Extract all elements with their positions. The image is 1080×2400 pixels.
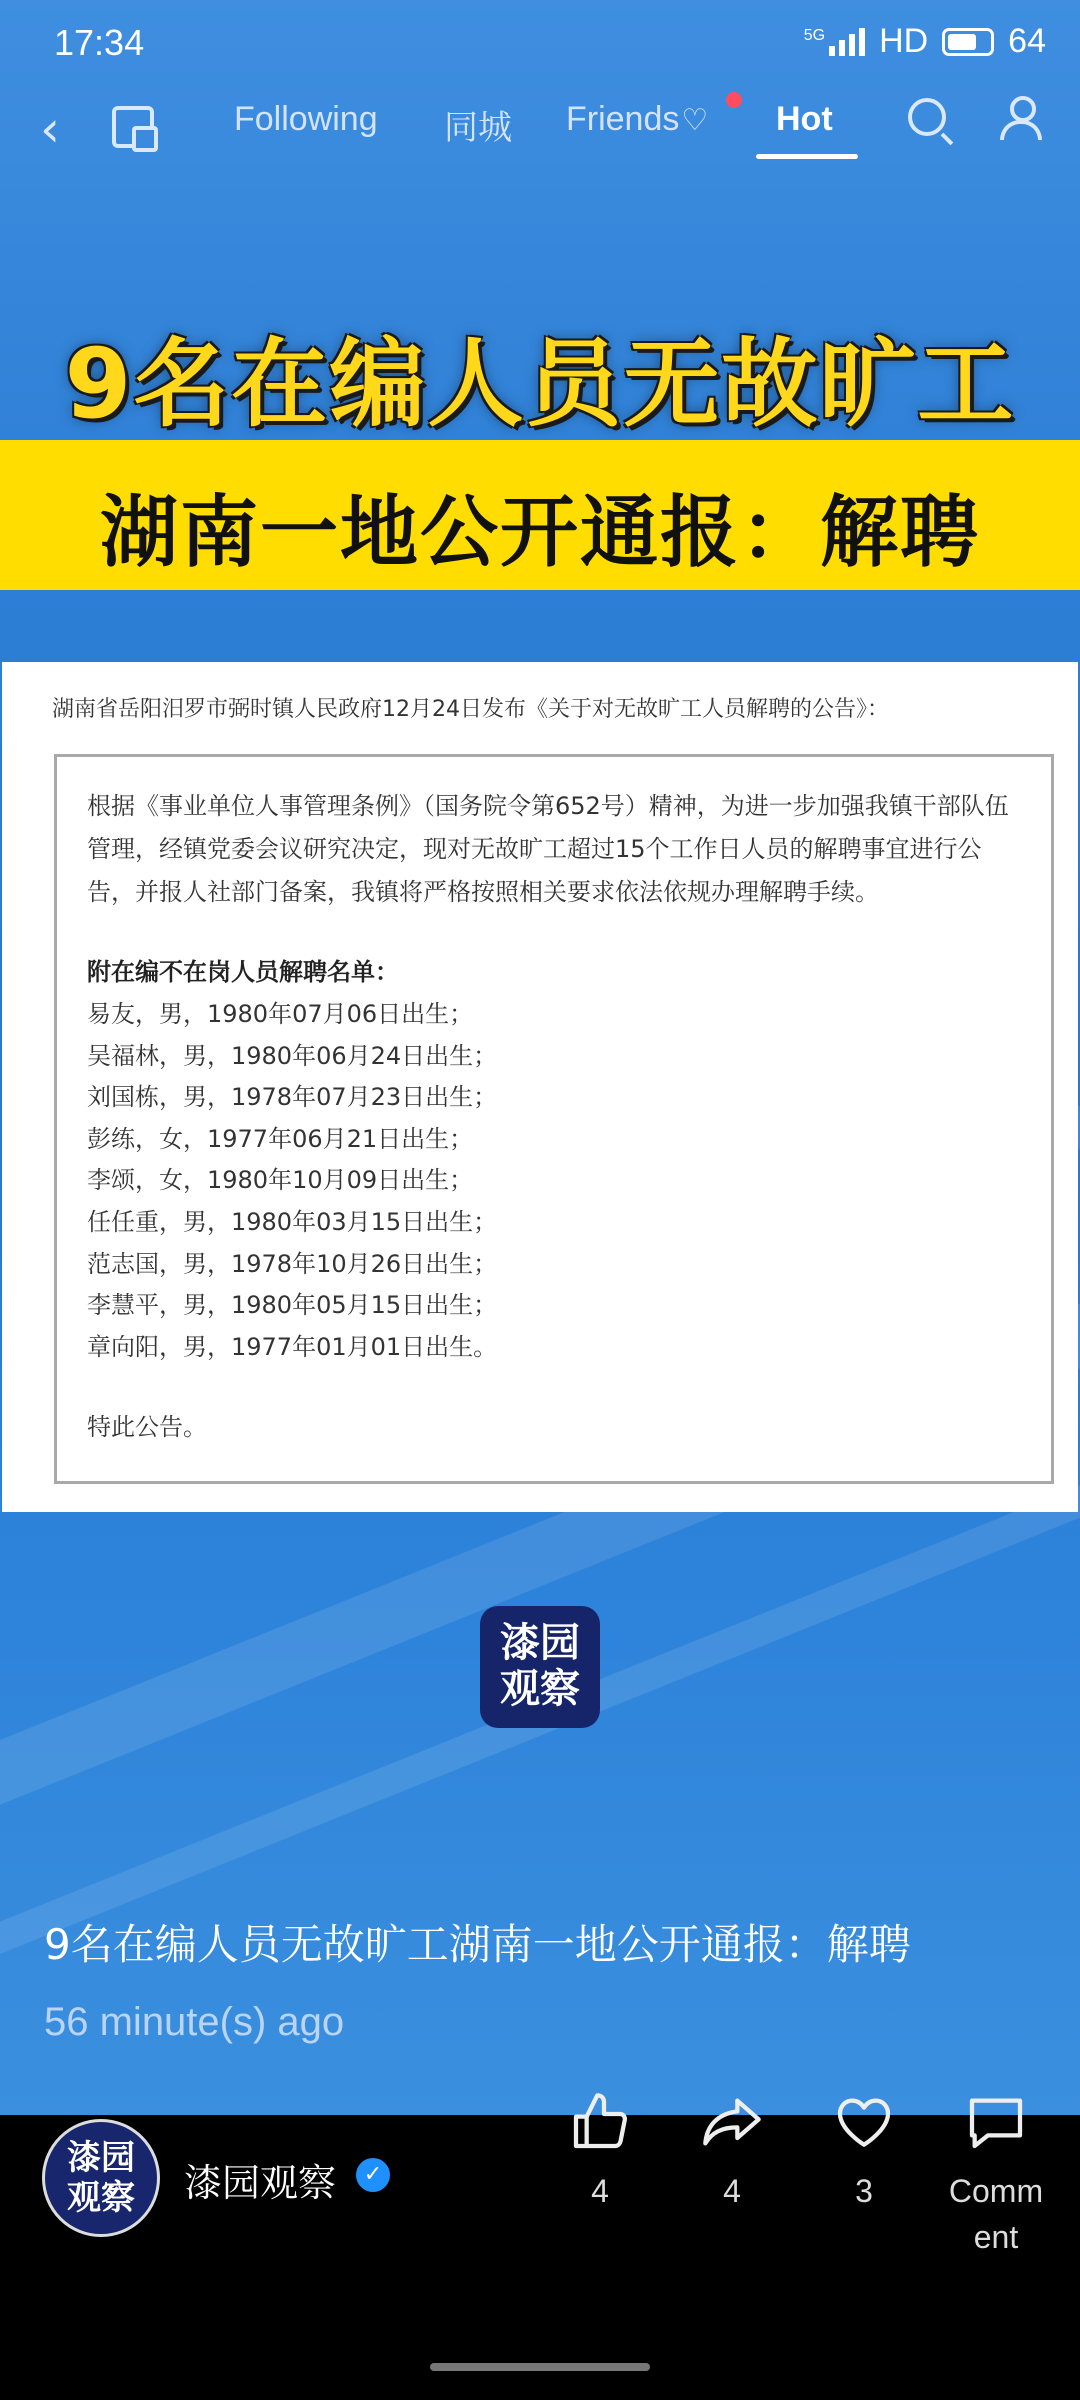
share-count: 4 [723, 2173, 741, 2209]
list-item: 易友，男，1980年07月06日出生； [87, 1000, 474, 1028]
comment-bubble-icon [964, 2090, 1028, 2154]
list-item: 吴福林，男，1980年06月24日出生； [87, 1041, 498, 1070]
search-icon[interactable] [908, 98, 946, 136]
home-indicator[interactable] [430, 2363, 650, 2371]
tab-hot[interactable]: Hot [776, 100, 833, 138]
comment-label: Comm ent [948, 2173, 1044, 2255]
list-item: 任任重，男，1980年03月15日出生； [87, 1207, 498, 1236]
announcement-document [2, 662, 1078, 1512]
active-tab-indicator [756, 154, 858, 159]
heart-outline-icon: ♡ [681, 104, 709, 137]
channel-logo [480, 1606, 600, 1728]
document-intro: 湖南省岳阳汨罗市弼时镇人民政府12月24日发布《关于对无故旷工人员解聘的公告》： [52, 697, 889, 722]
network-label: 5G [803, 26, 826, 44]
tab-local[interactable]: 同城 [444, 109, 512, 147]
list-heading: 附在编不在岗人员解聘名单： [87, 958, 399, 986]
avatar-line-1: 漆园 [67, 2138, 135, 2178]
avatar-line-2: 观察 [67, 2178, 135, 2218]
signal-icon [829, 28, 865, 56]
tab-friends[interactable] [566, 100, 708, 139]
list-item: 刘国栋，男，1978年07月23日出生； [87, 1083, 498, 1112]
list-item: 章向阳，男，1977年01月01日出生。 [87, 1332, 498, 1361]
dismissal-list [87, 994, 497, 1368]
profile-icon[interactable] [1000, 96, 1040, 142]
status-bar [0, 18, 1080, 74]
document-paragraph: 根据《事业单位人事管理条例》（国务院令第652号）精神，为进一步加强我镇干部队伍管理，经镇党委会议研究决定，现对无故旷工超过15个工作日人员的解聘事宜进行公告，并报人社部门备案，我镇将严格按照相关要求依法依规办理解聘手续。 [87, 792, 1009, 906]
like-count: 4 [591, 2173, 609, 2209]
notification-dot [726, 92, 742, 108]
status-time: 17:34 [54, 22, 145, 63]
document-box [54, 754, 1054, 1484]
thumbs-up-icon [568, 2090, 632, 2154]
battery-icon [942, 28, 994, 56]
favorite-count: 3 [855, 2173, 873, 2209]
video-headline-top: 9名在编人员无故旷工 [64, 328, 1016, 440]
logo-line-2: 观察 [500, 1666, 580, 1712]
hd-label: HD [879, 22, 929, 60]
list-item: 李慧平，男，1980年05月15日出生； [87, 1291, 498, 1320]
tab-friends-label: Friends [566, 100, 680, 138]
post-time: 56 minute(s) ago [44, 2000, 345, 2044]
back-arrow-icon[interactable]: ‹ [40, 100, 60, 158]
author-name[interactable]: 漆园观察 [184, 2161, 337, 2205]
battery-level: 64 [1008, 22, 1046, 60]
list-item: 范志国，男，1978年10月26日出生； [87, 1249, 498, 1278]
share-button[interactable] [672, 2090, 792, 2214]
video-caption[interactable]: 9名在编人员无故旷工湖南一地公开通报：解聘 [44, 1920, 911, 1969]
floating-window-icon[interactable] [112, 106, 154, 148]
top-nav [0, 92, 1080, 172]
favorite-button[interactable] [804, 2090, 924, 2214]
author-avatar[interactable] [42, 2119, 160, 2237]
status-icons [804, 22, 1046, 61]
tab-following[interactable]: Following [234, 100, 378, 138]
logo-line-1: 漆园 [500, 1620, 580, 1666]
video-headline-bottom: 湖南一地公开通报：解聘 [99, 488, 980, 578]
heart-icon [832, 2090, 896, 2154]
list-item: 李颂，女，1980年10月09日出生； [87, 1166, 474, 1195]
share-arrow-icon [700, 2090, 764, 2154]
like-button[interactable] [540, 2090, 660, 2214]
document-closing: 特此公告。 [87, 1413, 207, 1441]
comment-button[interactable] [936, 2090, 1056, 2260]
list-item: 彭练，女，1977年06月21日出生； [87, 1124, 474, 1153]
verified-badge-icon: ✓ [356, 2158, 390, 2192]
